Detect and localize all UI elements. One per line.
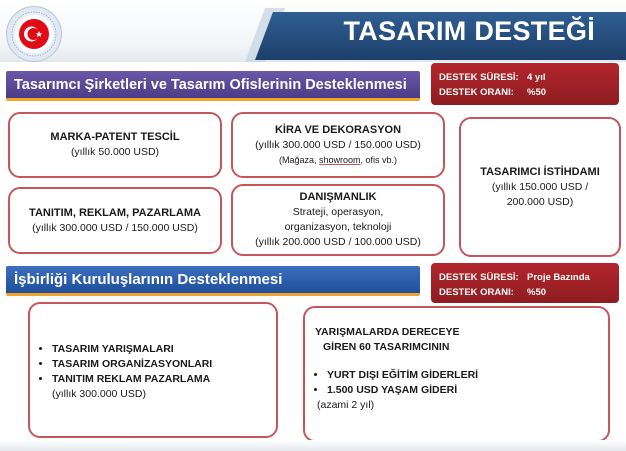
card-title: DANIŞMANLIK bbox=[299, 191, 377, 203]
rate-value: %50 bbox=[527, 287, 547, 298]
card-consulting bbox=[231, 184, 445, 256]
card-title: KİRA VE DEKORASYON bbox=[274, 123, 402, 136]
section1-heading: Tasarımcı Şirketleri ve Tasarım Ofislerinin Desteklenmesi bbox=[6, 71, 420, 101]
section1-info-box bbox=[431, 63, 619, 105]
section2-info-box bbox=[431, 263, 619, 303]
card-line: organizasyon, teknoloji bbox=[284, 221, 392, 233]
rate-label: DESTEK ORANI: bbox=[439, 87, 514, 98]
list-item: • TASARIM ORGANİZASYONLARI bbox=[52, 357, 276, 372]
activities-amount: (yıllık 300.000 USD) bbox=[52, 388, 146, 400]
card-title: TANITIM, REKLAM, PAZARLAMA bbox=[29, 206, 201, 219]
activities-list bbox=[30, 342, 276, 387]
card-amount: (yıllık 50.000 USD) bbox=[70, 146, 160, 158]
card-amount-cont: 200.000 USD) bbox=[506, 195, 574, 208]
competition-title-line2: GİREN 60 TASARIMCININ bbox=[323, 341, 450, 353]
card-title: TASARIMCI İSTİHDAMI bbox=[480, 165, 600, 178]
rate-value: %50 bbox=[527, 87, 547, 98]
card-designer-employment bbox=[459, 117, 621, 257]
competition-title-line1: YARIŞMALARDA DERECEYE bbox=[315, 326, 460, 338]
duration-value: 4 yıl bbox=[527, 72, 546, 83]
card-cooperation-activities bbox=[28, 302, 278, 438]
crescent-star-icon bbox=[19, 19, 49, 49]
list-item: • TASARIM YARIŞMALARI bbox=[52, 342, 276, 357]
list-item: • 1.500 USD YAŞAM GİDERİ bbox=[327, 383, 608, 398]
section2-heading: İşbirliği Kuruluşlarının Desteklenmesi bbox=[6, 266, 420, 296]
competition-benefits-list bbox=[305, 368, 608, 398]
card-amount: (yıllık 300.000 USD / 150.000 USD) bbox=[32, 221, 198, 234]
duration-label: DESTEK SÜRESİ: bbox=[439, 272, 519, 283]
list-item: • YURT DIŞI EĞİTİM GİDERLERİ bbox=[327, 368, 608, 383]
competition-note: (azami 2 yıl) bbox=[317, 399, 375, 411]
card-amount: (yıllık 300.000 USD / 150.000 USD) bbox=[255, 138, 421, 151]
card-title: MARKA-PATENT TESCİL bbox=[50, 131, 180, 143]
list-item: • TANITIM REKLAM PAZARLAMA bbox=[52, 372, 276, 387]
duration-value: Proje Bazında bbox=[527, 272, 590, 283]
card-note: (Mağaza, showroom, ofis vb.) bbox=[278, 154, 398, 165]
footer-fade bbox=[0, 440, 626, 451]
page-title: TASARIM DESTEĞİ bbox=[343, 16, 595, 46]
card-amount: (yıllık 200.000 USD / 100.000 USD) bbox=[255, 236, 421, 248]
duration-label: DESTEK SÜRESİ: bbox=[439, 72, 519, 83]
rate-label: DESTEK ORANI: bbox=[439, 287, 514, 298]
card-trademark-patent bbox=[8, 112, 222, 178]
card-rent-decoration bbox=[231, 112, 445, 178]
card-promotion-advertising bbox=[8, 187, 222, 254]
card-competition-designers bbox=[303, 306, 610, 442]
card-amount: (yıllık 150.000 USD / bbox=[491, 180, 589, 193]
card-line: Strateji, operasyon, bbox=[292, 206, 384, 218]
